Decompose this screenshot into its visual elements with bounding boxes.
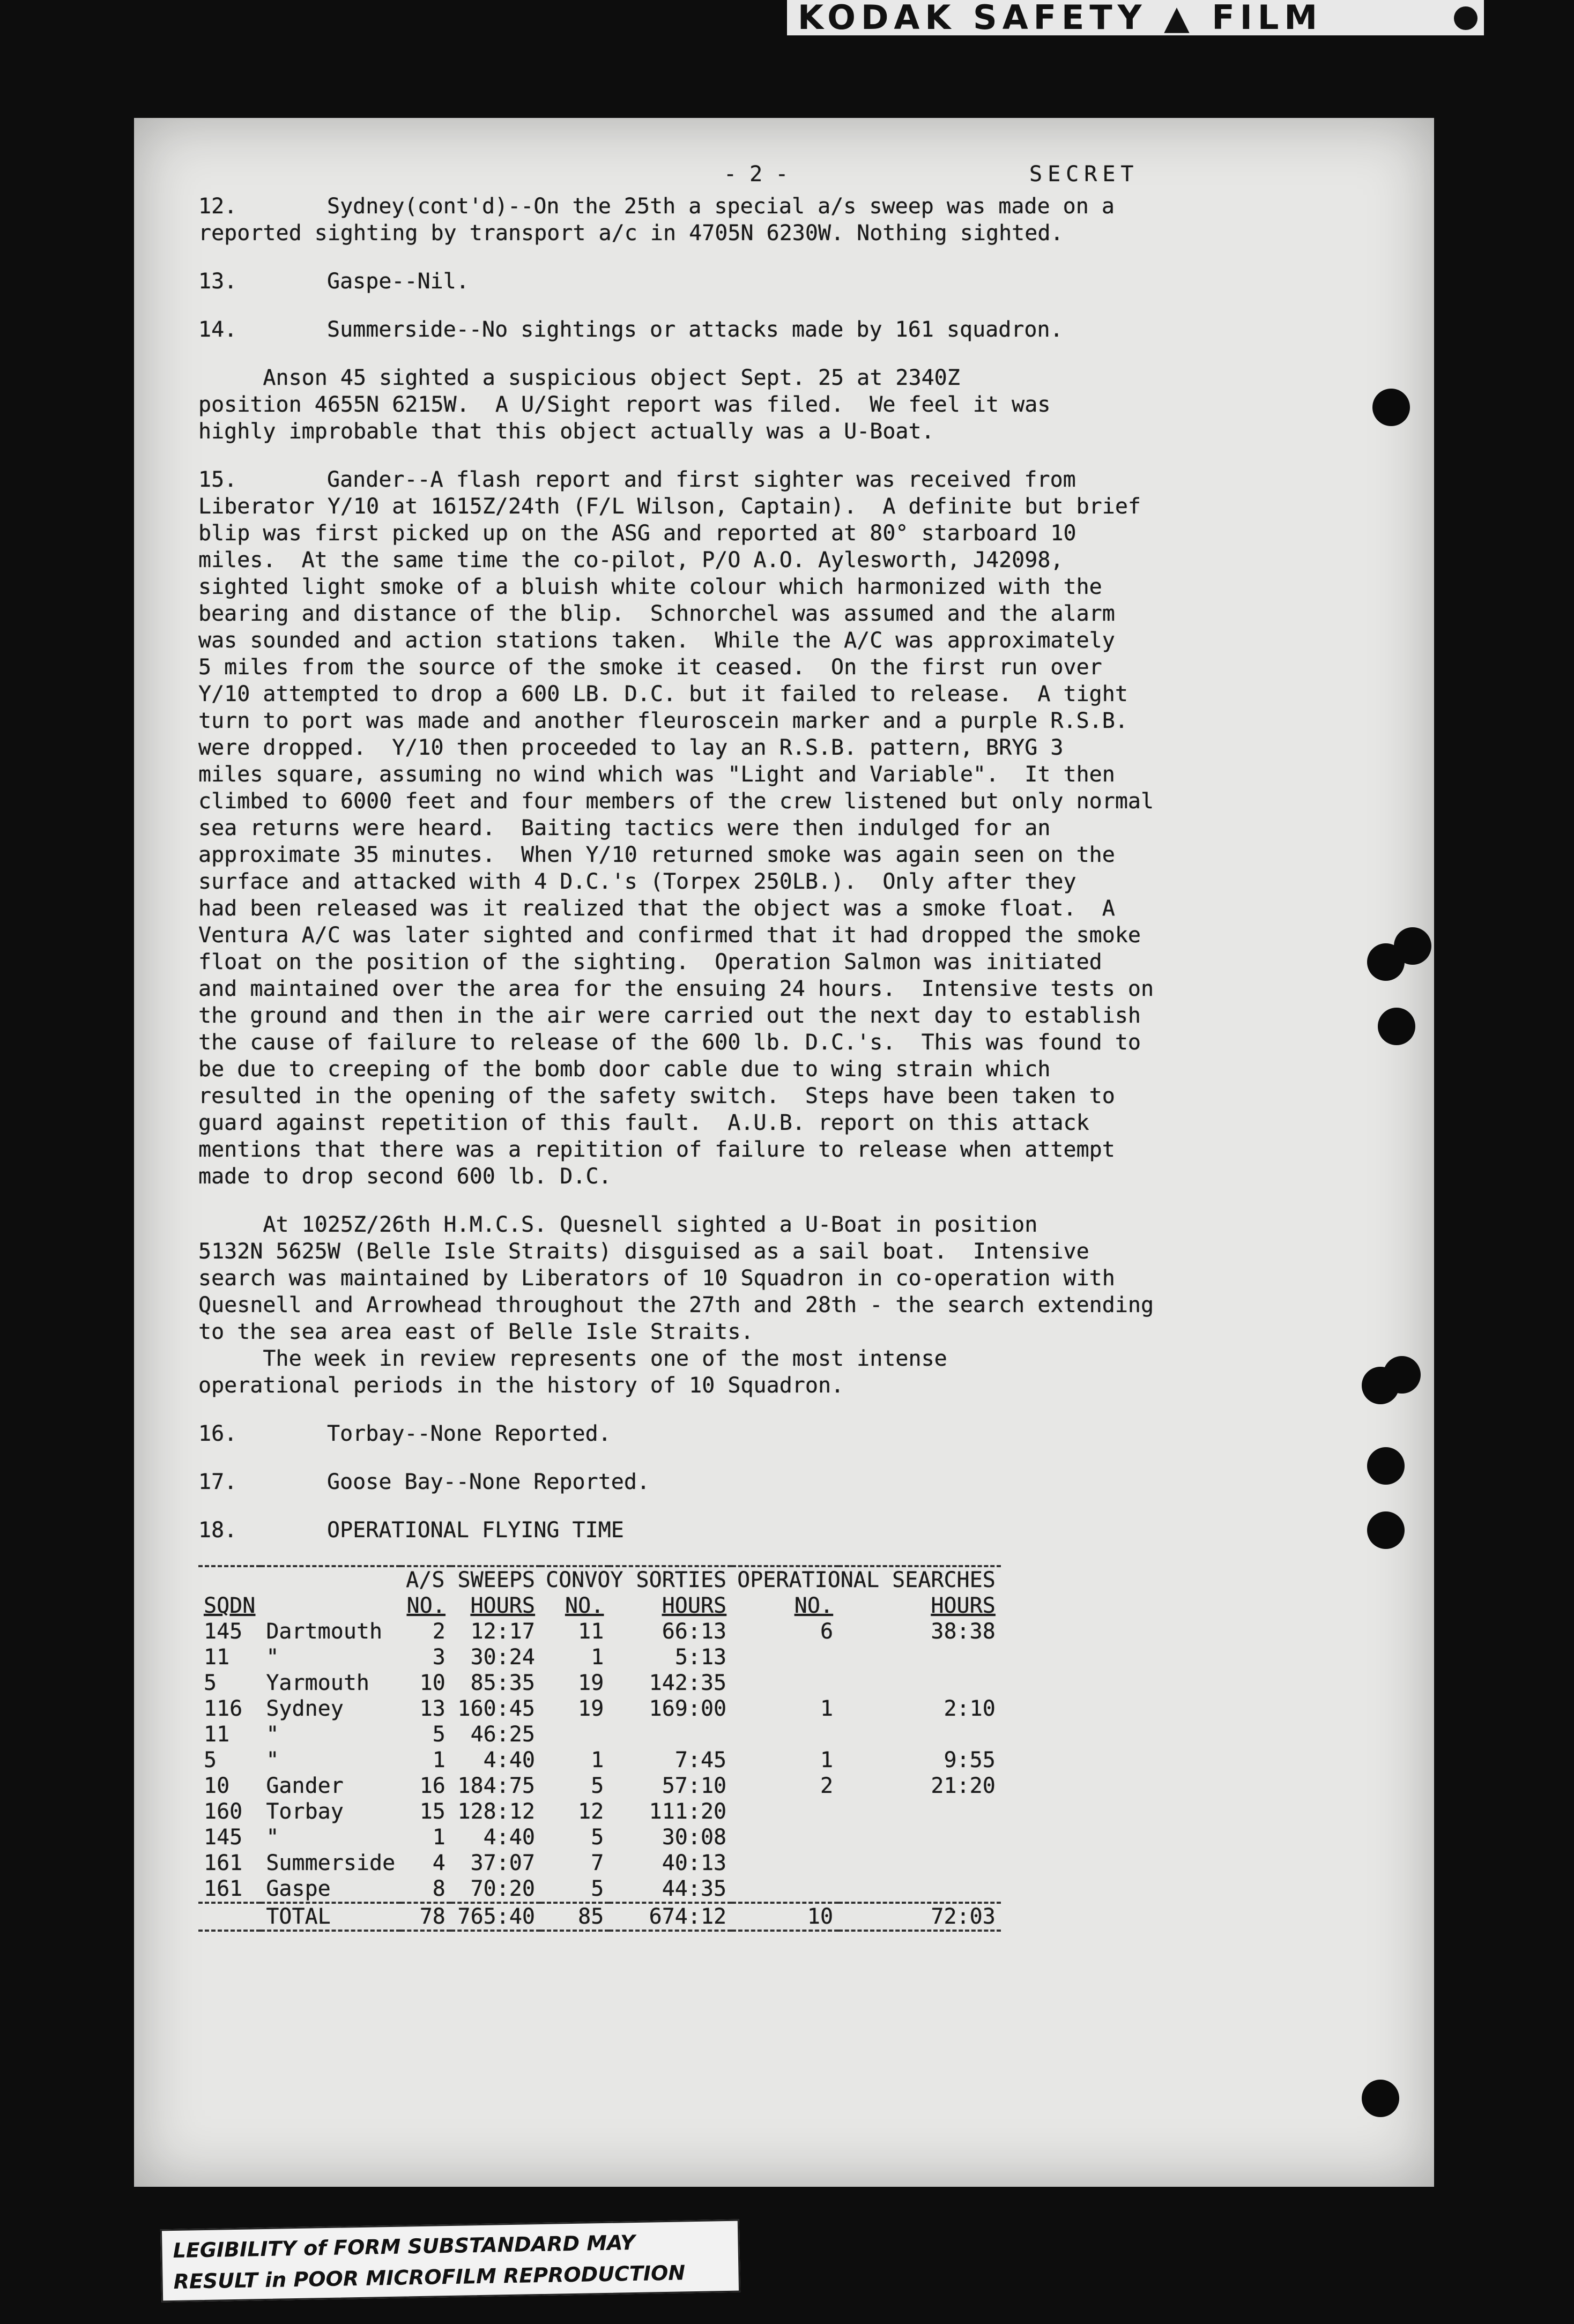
line-text: Y/10 attempted to drop a 600 LB. D.C. but it failed to release. A tight	[198, 682, 1128, 706]
text-line	[198, 1238, 1330, 1265]
value-cell: 57:10	[662, 1774, 727, 1798]
text-line	[198, 193, 1330, 220]
line-text: Ventura A/C was later sighted and confirmed that it had dropped the smoke	[198, 923, 1141, 948]
total-label: TOTAL	[266, 1904, 331, 1929]
paragraph-item	[198, 193, 1330, 247]
line-text: Sydney(cont'd)--On the 25th a special a/s sweep was made on a	[327, 194, 1115, 219]
page-header	[198, 161, 1330, 193]
text-line	[198, 547, 1330, 573]
line-text: position 4655N 6215W. A U/Sight report was filed. We feel it was	[198, 392, 1051, 417]
value-cell	[838, 1876, 1001, 1903]
line-text: miles. At the same time the co-pilot, P/O A.O. Aylesworth, J42098,	[198, 548, 1064, 572]
value-cell: 184:75	[457, 1774, 535, 1798]
punch-hole	[1378, 1008, 1415, 1045]
total-cell: 85	[578, 1904, 604, 1929]
text-line	[198, 975, 1330, 1002]
table-row	[198, 1670, 1001, 1696]
value-cell: 5	[591, 1876, 604, 1901]
value-cell: 128:12	[457, 1799, 535, 1824]
line-text: float on the position of the sighting. Operation Salmon was initiated	[198, 950, 1102, 974]
line-text: mentions that there was a repitition of failure to release when attempt	[198, 1137, 1115, 1162]
value-cell	[838, 1799, 1001, 1824]
paragraph-number: 18.	[198, 1518, 237, 1543]
value-cell	[732, 1799, 838, 1824]
value-cell: 1	[820, 1696, 834, 1721]
paragraph-number: 12.	[198, 194, 237, 219]
column-header: HOURS	[662, 1593, 727, 1618]
value-cell: 160:45	[457, 1696, 535, 1721]
line-text: and maintained over the area for the ensuing 24 hours. Intensive tests on	[198, 977, 1154, 1001]
table-row	[198, 1722, 1001, 1747]
paragraph-item	[198, 268, 1330, 295]
squadron-cell: 160	[204, 1799, 243, 1824]
text-line	[198, 1109, 1330, 1136]
value-cell	[838, 1644, 1001, 1670]
text-line	[198, 268, 1330, 295]
value-cell: 4:40	[483, 1748, 535, 1772]
line-text: to the sea area east of Belle Isle Straits.	[198, 1320, 754, 1344]
punch-hole	[1367, 1511, 1405, 1549]
text-line	[198, 1319, 1330, 1345]
column-header: NO.	[406, 1593, 446, 1618]
value-cell: 21:20	[931, 1774, 996, 1798]
text-line	[198, 1056, 1330, 1083]
line-text: Gander--A flash report and first sighter was received from	[327, 467, 1076, 492]
station-cell: Gander	[266, 1774, 344, 1798]
squadron-cell: 11	[204, 1722, 230, 1747]
group-header: CONVOY SORTIES	[545, 1568, 727, 1592]
value-cell: 10	[419, 1671, 446, 1695]
paragraph-item	[198, 1469, 1330, 1495]
line-text: search was maintained by Liberators of 10 Squadron in co-operation with	[198, 1266, 1115, 1291]
line-text: operational periods in the history of 10 Squadron.	[198, 1373, 844, 1398]
text-line	[198, 520, 1330, 547]
group-header: A/S SWEEPS	[406, 1568, 535, 1592]
value-cell: 1	[591, 1645, 604, 1670]
punch-hole	[1372, 389, 1410, 426]
line-text: 5 miles from the source of the smoke it ceased. On the first run over	[198, 655, 1102, 680]
line-text: had been released was it realized that the object was a smoke float. A	[198, 896, 1115, 921]
squadron-cell: 161	[204, 1851, 243, 1875]
value-cell: 5	[432, 1722, 446, 1747]
document-body	[198, 161, 1330, 1932]
paragraph-item	[198, 1420, 1330, 1447]
column-header: NO.	[565, 1593, 604, 1618]
line-text: bearing and distance of the blip. Schnorchel was assumed and the alarm	[198, 601, 1115, 626]
line-text: Torbay--None Reported.	[327, 1421, 611, 1446]
film-edge-dot	[1454, 6, 1478, 30]
total-cell: 72:03	[931, 1904, 996, 1929]
value-cell: 7	[591, 1851, 604, 1875]
table-row	[198, 1799, 1001, 1824]
station-cell: "	[266, 1825, 279, 1850]
value-cell: 4:40	[483, 1825, 535, 1850]
squadron-cell: 145	[204, 1825, 243, 1850]
group-header: OPERATIONAL SEARCHES	[737, 1568, 996, 1592]
station-cell: Gaspe	[266, 1876, 331, 1901]
value-cell	[732, 1722, 838, 1747]
line-text: blip was first picked up on the ASG and reported at 80° starboard 10	[198, 521, 1076, 546]
value-cell: 12	[578, 1799, 604, 1824]
paragraph-number: 15.	[198, 467, 237, 492]
punch-hole	[1362, 2080, 1399, 2117]
table-row	[198, 1876, 1001, 1903]
table-group-header-row	[198, 1566, 1001, 1593]
line-text: At 1025Z/26th H.M.C.S. Quesnell sighted a U-Boat in position	[198, 1212, 1038, 1237]
text-line	[198, 316, 1330, 343]
column-header: SQDN	[204, 1593, 256, 1618]
table-row	[198, 1696, 1001, 1722]
punch-hole	[1394, 927, 1431, 965]
line-text: Quesnell and Arrowhead throughout the 27th and 28th - the search extending	[198, 1293, 1154, 1317]
text-line	[198, 841, 1330, 868]
table-row	[198, 1824, 1001, 1850]
total-cell: 674:12	[649, 1904, 727, 1929]
paragraph-number: 14.	[198, 317, 237, 342]
value-cell	[838, 1850, 1001, 1876]
paragraph-number: 17.	[198, 1470, 237, 1494]
text-line	[198, 1292, 1330, 1319]
text-line	[198, 466, 1330, 493]
column-header: HOURS	[470, 1593, 535, 1618]
table-total-row	[198, 1903, 1001, 1931]
value-cell: 38:38	[931, 1619, 996, 1644]
line-text: reported sighting by transport a/c in 4705N 6230W. Nothing sighted.	[198, 221, 1064, 245]
text-line	[198, 922, 1330, 949]
text-line	[198, 815, 1330, 841]
line-text: Liberator Y/10 at 1615Z/24th (F/L Wilson, Captain). A definite but brief	[198, 494, 1141, 519]
text-line	[198, 761, 1330, 788]
line-text: Gaspe--Nil.	[327, 269, 469, 294]
paragraph-number: 16.	[198, 1421, 237, 1446]
station-cell: "	[266, 1722, 279, 1747]
paragraph-list	[198, 193, 1330, 1544]
stamp-line: RESULT in POOR MICROFILM REPRODUCTION	[173, 2261, 686, 2294]
value-cell: 9:55	[944, 1748, 996, 1772]
text-line	[198, 364, 1330, 391]
column-header: HOURS	[931, 1593, 996, 1618]
text-line	[198, 1083, 1330, 1109]
stamp-line: LEGIBILITY of FORM SUBSTANDARD MAY	[173, 2230, 636, 2263]
value-cell: 142:35	[649, 1671, 727, 1695]
table-sub-header-row	[198, 1593, 1001, 1619]
station-cell: Sydney	[266, 1696, 344, 1721]
value-cell: 111:20	[649, 1799, 727, 1824]
film-edge-label: KODAK SAFETY ▲ FILM	[787, 0, 1484, 35]
value-cell: 12:17	[470, 1619, 535, 1644]
line-text: turn to port was made and another fleuroscein marker and a purple R.S.B.	[198, 709, 1128, 733]
total-cell: 10	[807, 1904, 834, 1929]
station-cell: Summerside	[266, 1851, 396, 1875]
operational-flying-time-table	[198, 1565, 1001, 1932]
text-line	[198, 391, 1330, 418]
value-cell: 1	[432, 1748, 446, 1772]
line-text: miles square, assuming no wind which was "Light and Variable". It then	[198, 762, 1115, 787]
value-cell: 30:08	[662, 1825, 727, 1850]
value-cell	[732, 1876, 838, 1903]
value-cell: 2	[820, 1774, 834, 1798]
line-text: made to drop second 600 lb. D.C.	[198, 1164, 612, 1189]
value-cell: 1	[820, 1748, 834, 1772]
page-number: - 2 -	[724, 162, 789, 187]
station-cell: Torbay	[266, 1799, 344, 1824]
value-cell	[838, 1722, 1001, 1747]
station-cell: "	[266, 1645, 279, 1670]
column-header: NO.	[794, 1593, 834, 1618]
line-text: climbed to 6000 feet and four members of the crew listened but only normal	[198, 789, 1154, 814]
text-line	[198, 949, 1330, 975]
text-line	[198, 707, 1330, 734]
paragraph-item	[198, 1517, 1330, 1544]
squadron-cell: 5	[204, 1671, 217, 1695]
text-line	[198, 418, 1330, 445]
line-text: Anson 45 sighted a suspicious object Sept. 25 at 2340Z	[198, 366, 960, 390]
paragraph-item	[198, 316, 1330, 343]
text-line	[198, 627, 1330, 654]
line-text: surface and attacked with 4 D.C.'s (Torpex 250LB.). Only after they	[198, 869, 1076, 894]
table-row	[198, 1644, 1001, 1670]
line-text: OPERATIONAL FLYING TIME	[327, 1518, 624, 1543]
text-line	[198, 1517, 1330, 1544]
value-cell: 11	[578, 1619, 604, 1644]
punch-hole	[1367, 1447, 1405, 1485]
value-cell: 19	[578, 1696, 604, 1721]
classification-mark: SECRET	[1029, 162, 1139, 187]
line-text: were dropped. Y/10 then proceeded to lay an R.S.B. pattern, BRYG 3	[198, 735, 1064, 760]
value-cell: 66:13	[662, 1619, 727, 1644]
table-body	[198, 1619, 1001, 1903]
line-text: approximate 35 minutes. When Y/10 returned smoke was again seen on the	[198, 843, 1115, 867]
squadron-cell: 11	[204, 1645, 230, 1670]
text-line	[198, 734, 1330, 761]
legibility-stamp	[160, 2219, 740, 2303]
text-line	[198, 868, 1330, 895]
value-cell: 6	[820, 1619, 834, 1644]
text-line	[198, 493, 1330, 520]
value-cell: 2	[432, 1619, 446, 1644]
column-header	[261, 1593, 400, 1619]
value-cell: 37:07	[470, 1851, 535, 1875]
text-line	[198, 1029, 1330, 1056]
value-cell: 40:13	[662, 1851, 727, 1875]
paragraph-item	[198, 364, 1330, 445]
text-line	[198, 1211, 1330, 1238]
text-line	[198, 1136, 1330, 1163]
value-cell	[540, 1722, 609, 1747]
value-cell: 16	[419, 1774, 446, 1798]
value-cell: 169:00	[649, 1696, 727, 1721]
value-cell: 46:25	[470, 1722, 535, 1747]
value-cell: 8	[432, 1876, 446, 1901]
station-cell: Yarmouth	[266, 1671, 369, 1695]
squadron-cell: 145	[204, 1619, 243, 1644]
value-cell	[732, 1824, 838, 1850]
value-cell: 2:10	[944, 1696, 996, 1721]
punch-hole	[1383, 1356, 1421, 1394]
text-line	[198, 788, 1330, 815]
text-line	[198, 1420, 1330, 1447]
value-cell: 19	[578, 1671, 604, 1695]
paragraph-item	[198, 1211, 1330, 1399]
total-cell: 78	[419, 1904, 446, 1929]
text-line	[198, 600, 1330, 627]
text-line	[198, 1469, 1330, 1495]
value-cell: 30:24	[470, 1645, 535, 1670]
squadron-cell: 161	[204, 1876, 243, 1901]
line-text: the ground and then in the air were carried out the next day to establish	[198, 1003, 1141, 1028]
text-line	[198, 1265, 1330, 1292]
value-cell	[732, 1670, 838, 1696]
value-cell: 1	[432, 1825, 446, 1850]
table-row	[198, 1850, 1001, 1876]
value-cell: 5:13	[674, 1645, 727, 1670]
value-cell	[838, 1824, 1001, 1850]
table-row	[198, 1747, 1001, 1773]
table-row	[198, 1773, 1001, 1799]
text-line	[198, 1372, 1330, 1399]
station-cell: Dartmouth	[266, 1619, 383, 1644]
station-cell: "	[266, 1748, 279, 1772]
value-cell: 85:35	[470, 1671, 535, 1695]
value-cell: 1	[591, 1748, 604, 1772]
line-text: Goose Bay--None Reported.	[327, 1470, 650, 1494]
line-text: sea returns were heard. Baiting tactics were then indulged for an	[198, 816, 1051, 840]
value-cell	[732, 1850, 838, 1876]
squadron-cell: 5	[204, 1748, 217, 1772]
value-cell: 5	[591, 1774, 604, 1798]
value-cell	[838, 1670, 1001, 1696]
line-text: the cause of failure to release of the 600 lb. D.C.'s. This was found to	[198, 1030, 1141, 1055]
text-line	[198, 1002, 1330, 1029]
text-line	[198, 681, 1330, 707]
squadron-cell: 116	[204, 1696, 243, 1721]
line-text: sighted light smoke of a bluish white colour which harmonized with the	[198, 575, 1102, 599]
text-line	[198, 573, 1330, 600]
text-line	[198, 220, 1330, 247]
value-cell: 4	[432, 1851, 446, 1875]
line-text: highly improbable that this object actually was a U-Boat.	[198, 419, 934, 444]
text-line	[198, 1345, 1330, 1372]
value-cell: 13	[419, 1696, 446, 1721]
squadron-cell: 10	[204, 1774, 230, 1798]
total-cell: 765:40	[457, 1904, 535, 1929]
value-cell: 44:35	[662, 1876, 727, 1901]
value-cell: 5	[591, 1825, 604, 1850]
text-line	[198, 1163, 1330, 1190]
value-cell: 3	[432, 1645, 446, 1670]
line-text: be due to creeping of the bomb door cable due to wing strain which	[198, 1057, 1051, 1082]
value-cell	[609, 1722, 732, 1747]
line-text: The week in review represents one of the most intense	[198, 1346, 947, 1371]
line-text: guard against repetition of this fault. A.U.B. report on this attack	[198, 1111, 1089, 1135]
text-line	[198, 654, 1330, 681]
line-text: 5132N 5625W (Belle Isle Straits) disguised as a sail boat. Intensive	[198, 1239, 1089, 1264]
value-cell: 15	[419, 1799, 446, 1824]
line-text: resulted in the opening of the safety switch. Steps have been taken to	[198, 1084, 1115, 1108]
table-row	[198, 1619, 1001, 1644]
line-text: Summerside--No sightings or attacks made by 161 squadron.	[327, 317, 1063, 342]
value-cell	[732, 1644, 838, 1670]
value-cell: 70:20	[470, 1876, 535, 1901]
line-text: was sounded and action stations taken. While the A/C was approximately	[198, 628, 1115, 653]
paragraph-item	[198, 466, 1330, 1190]
value-cell: 7:45	[674, 1748, 727, 1772]
text-line	[198, 895, 1330, 922]
total-cell	[198, 1903, 261, 1931]
paragraph-number: 13.	[198, 269, 237, 294]
